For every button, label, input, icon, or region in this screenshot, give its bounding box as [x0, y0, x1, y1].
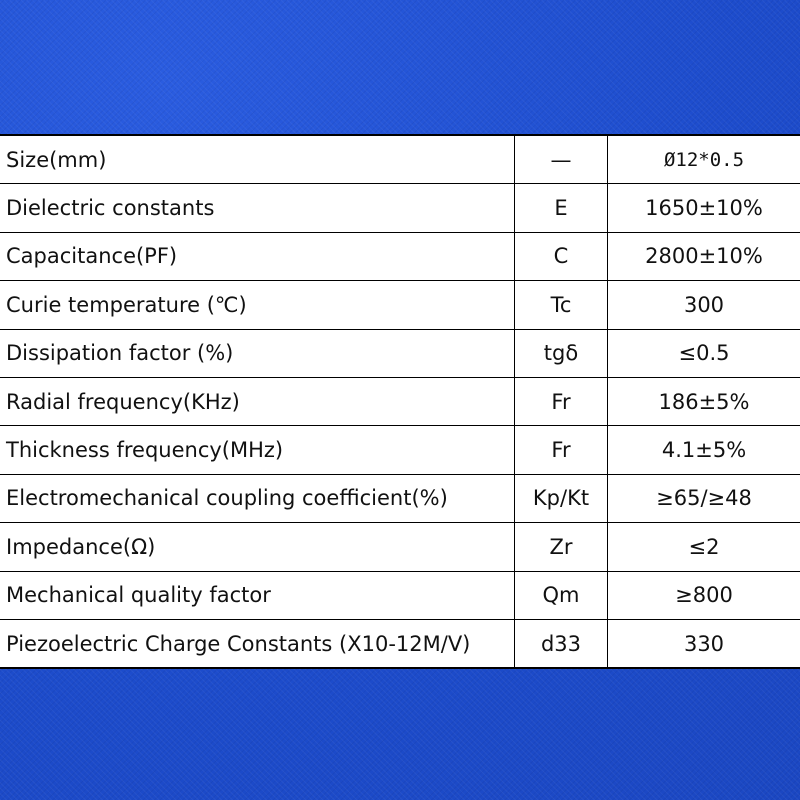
- table-row: [0, 232, 800, 280]
- param-symbol: —: [515, 135, 608, 184]
- table-row: [0, 281, 800, 329]
- param-name: Mechanical quality factor: [0, 571, 515, 619]
- param-value: 300: [608, 281, 800, 329]
- table-row: [0, 184, 800, 232]
- table-row: [0, 571, 800, 619]
- table-row: [0, 135, 800, 184]
- param-value: 2800±10%: [608, 232, 800, 280]
- param-value: ≥65/≥48: [608, 474, 800, 522]
- param-symbol: tgδ: [515, 329, 608, 377]
- param-name: Thickness frequency(MHz): [0, 426, 515, 474]
- table-row: [0, 377, 800, 425]
- table-row: [0, 474, 800, 522]
- param-name: Size(mm): [0, 135, 515, 184]
- param-value: Ø12*0.5: [608, 135, 800, 184]
- param-name: Curie temperature (℃): [0, 281, 515, 329]
- param-value: 186±5%: [608, 377, 800, 425]
- param-symbol: Qm: [515, 571, 608, 619]
- param-symbol: C: [515, 232, 608, 280]
- spec-table: [0, 134, 800, 669]
- spec-panel: [0, 134, 800, 667]
- param-value: 4.1±5%: [608, 426, 800, 474]
- param-name: Dielectric constants: [0, 184, 515, 232]
- table-row: [0, 426, 800, 474]
- param-value: ≤2: [608, 523, 800, 571]
- param-name: Capacitance(PF): [0, 232, 515, 280]
- param-symbol: Tc: [515, 281, 608, 329]
- param-name: Piezoelectric Charge Constants (X10-12M/V): [0, 619, 515, 668]
- param-symbol: Fr: [515, 377, 608, 425]
- param-value: ≥800: [608, 571, 800, 619]
- param-name: Dissipation factor (%): [0, 329, 515, 377]
- param-value: 1650±10%: [608, 184, 800, 232]
- table-row: [0, 523, 800, 571]
- param-symbol: d33: [515, 619, 608, 668]
- table-row: [0, 329, 800, 377]
- param-symbol: Kp/Kt: [515, 474, 608, 522]
- param-value: 330: [608, 619, 800, 668]
- param-name: Electromechanical coupling coefficient(%): [0, 474, 515, 522]
- param-symbol: Fr: [515, 426, 608, 474]
- table-row: [0, 619, 800, 668]
- param-name: Radial frequency(KHz): [0, 377, 515, 425]
- param-symbol: Zr: [515, 523, 608, 571]
- param-value: ≤0.5: [608, 329, 800, 377]
- param-name: Impedance(Ω): [0, 523, 515, 571]
- param-symbol: E: [515, 184, 608, 232]
